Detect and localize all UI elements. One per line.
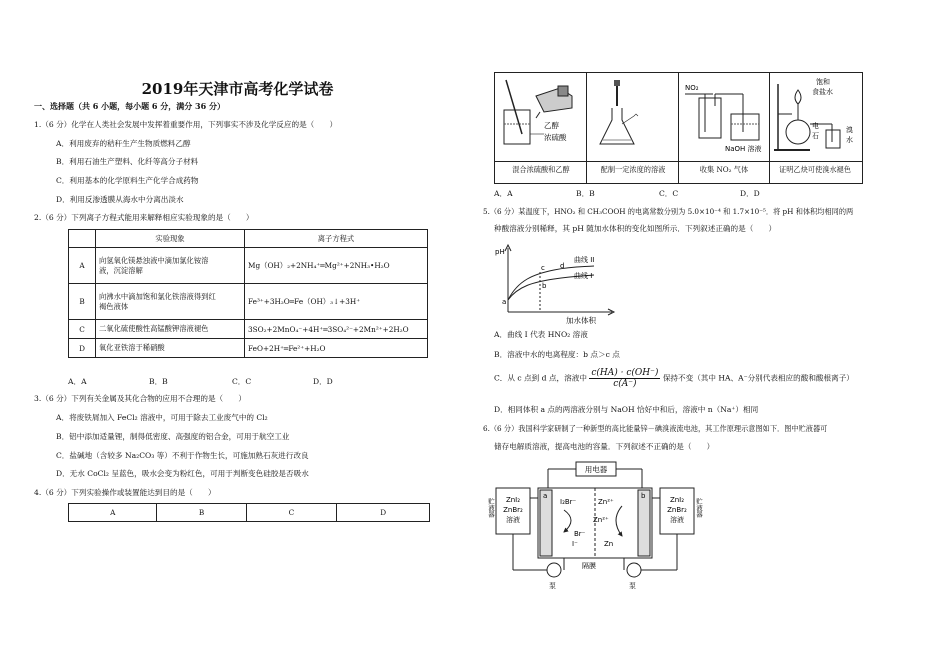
q1-stem: 1.（6 分）化学在人类社会发展中发挥着重要作用，下列事实不涉及化学反应的是（ ） (34, 120, 338, 129)
q2-equation: Mg（OH）₂+2NH₄⁺═Mg²⁺+2NH₃•H₂O (245, 248, 428, 284)
q3-option-d: D．无水 CoCl₂ 呈蓝色，吸水会变为粉红色，可用于判断变色硅胶是否吸水 (56, 469, 309, 478)
q2-header-blank (69, 230, 96, 248)
q2-phenomenon: 二氧化硫使酸性高锰酸钾溶液褪色 (96, 320, 245, 339)
section-heading: 一、选择题（共 6 小题，每小题 6 分，满分 36 分） (34, 101, 225, 111)
electrode-b-label: b (641, 492, 646, 500)
left-tank-line2: ZnBr₂ (503, 506, 523, 514)
left-tank-line1: ZnI₂ (505, 496, 521, 504)
q5-option-a: A．曲线 I 代表 HNO₂ 溶液 (494, 330, 588, 339)
q1-option-c: C．利用基本的化学原料生产化学合成药物 (56, 176, 199, 185)
right-tank-line1: ZnI₂ (669, 496, 685, 504)
point-d-label: d (560, 262, 565, 270)
gas-bottle (699, 98, 721, 138)
q2-option-b: B．B (149, 377, 168, 386)
label-br: Br⁻ (574, 530, 586, 538)
label-xiu: 溴 (846, 126, 853, 134)
naoh-beaker (731, 114, 759, 140)
label-i: I⁻ (572, 540, 578, 548)
curve-ii-label: 曲线 II (574, 256, 595, 264)
left-reservoir-label: 贮液器 (487, 498, 495, 518)
q2-phenomenon: 向沸水中滴加饱和氯化铁溶液得到红 褐色液体 (96, 284, 245, 320)
q2-row-label: D (69, 339, 96, 358)
q2-stem: 2.（6 分）下列离子方程式能用来解释相应实验现象的是（ ） (34, 213, 254, 222)
pump-left (547, 563, 561, 577)
left-tank-line3: 溶液 (506, 516, 520, 524)
q2-row-label: C (69, 320, 96, 339)
q2-header-phenomenon: 实验现象 (96, 230, 245, 248)
load-device-label: 用电器 (584, 465, 608, 474)
q2-phenomenon: 向氢氧化镁悬浊液中滴加氯化铵溶 液，沉淀溶解 (96, 248, 245, 284)
membrane-label: 隔膜 (582, 562, 596, 570)
page-title: 2019年天津市高考化学试卷 (141, 80, 334, 98)
q2-header-equation: 离子方程式 (245, 230, 428, 248)
q2-equation: FeO+2H⁺═Fe²⁺+H₂O (245, 339, 428, 358)
pump-right-label: 泵 (629, 582, 636, 590)
q5-stem-line1: 5.（6 分）某温度下，HNO₂ 和 CH₃COOH 的电离常数分别为 5.0×10⁻⁴ 和 1.7×10⁻⁵．将 pH 和体积均相同的两 (483, 207, 854, 216)
q3-option-b: B．铝中添加适量锂，制得低密度、高强度的铝合金，可用于航空工业 (56, 432, 290, 441)
electrode-a-label: a (543, 492, 548, 500)
q5-fraction: $\frac{c(HA) \cdot c(OH^-)}{c(A^-)}$ (591, 368, 659, 389)
q2-table (68, 229, 428, 358)
q2-row-d (69, 339, 428, 358)
q2-option-d: D．D (313, 377, 333, 386)
q4-header-c: C (246, 504, 337, 522)
bromine-tube (826, 130, 840, 148)
q2-equation: Fe³⁺+3H₂O═Fe（OH）₃↓+3H⁺ (245, 284, 428, 320)
label-zn2-mid: Zn²⁺ (593, 516, 609, 524)
figure-b-volumetric-flask (588, 74, 678, 159)
x-axis-label: 加水体积 (566, 316, 596, 325)
point-c-label: c (541, 264, 545, 272)
q5-option-b: B．溶液中水的电离程度：b 点＞c 点 (494, 350, 620, 359)
q2-equation: 3SO₂+2MnO₄⁻+4H⁺═3SO₄²⁻+2Mn²⁺+2H₂O (245, 320, 428, 339)
q4-option-c: C．C (659, 189, 679, 198)
q4-caption-a: 混合浓硫酸和乙醇 (512, 165, 570, 174)
q4-header-a: A (69, 504, 157, 522)
label-ethanol: 乙醇 (544, 121, 559, 130)
right-tank-line3: 溶液 (670, 516, 684, 524)
q6-stem-line2: 储存电解质溶液，提高电池的容量．下列叙述不正确的是（ ） (494, 442, 715, 451)
q2-phenomenon: 氧化亚铁溶于稀硝酸 (96, 339, 245, 358)
label-shi: 石 (812, 132, 819, 140)
q2-row-b (69, 284, 428, 320)
label-no2: NO₂ (685, 84, 699, 92)
label-saturated: 饱和 (816, 78, 830, 86)
q4-caption-d: 证明乙炔可使溴水褪色 (779, 165, 851, 174)
q4-caption-b: 配制一定浓度的溶液 (600, 165, 666, 174)
label-naoh-solution: NaOH 溶液 (725, 145, 762, 153)
figure-a-mixing (496, 74, 584, 159)
q2-row-label: A (69, 248, 96, 284)
figure-d-acetylene (770, 74, 860, 159)
q1-option-b: B．利用石油生产塑料、化纤等高分子材料 (56, 157, 199, 166)
q3-option-a: A．将废铁屑加入 FeCl₂ 溶液中，可用于除去工业废气中的 Cl₂ (56, 413, 268, 422)
point-a-label: a (502, 298, 507, 306)
label-conc-sulfuric: 浓硫酸 (544, 133, 567, 142)
q2-option-c: C．C (232, 377, 252, 386)
pump-left-label: 泵 (549, 582, 556, 590)
q5-ph-graph (494, 242, 619, 327)
q4-stem: 4.（6 分）下列实验操作或装置能达到目的是（ ） (34, 488, 216, 497)
label-zn2-top: Zn²⁺ (598, 498, 614, 506)
right-reservoir-label: 贮液器 (695, 498, 703, 518)
q4-caption-c: 收集 NO₂ 气体 (699, 165, 749, 174)
q4-option-d: D．D (740, 189, 760, 198)
q6-battery-diagram (487, 458, 704, 593)
volumetric-flask (600, 108, 634, 144)
label-i2br: I₂Br⁻ (560, 498, 577, 506)
label-shui: 水 (846, 136, 853, 144)
q2-option-a: A．A (68, 377, 87, 386)
q5-stem-line2: 种酸溶液分别稀释，其 pH 随加水体积的变化如图所示．下列叙述正确的是（ ） (494, 224, 777, 233)
q3-stem: 3.（6 分）下列有关金属及其化合物的应用不合理的是（ ） (34, 394, 246, 403)
y-axis-label: pH (495, 248, 505, 256)
q1-option-d: D．利用反渗透膜从海水中分离出淡水 (56, 195, 184, 204)
label-dian: 电 (812, 122, 819, 130)
point-b-label: b (542, 282, 547, 290)
q2-row-a (69, 248, 428, 284)
round-flask (786, 120, 810, 144)
pump-right (627, 563, 641, 577)
q3-option-c: C．盐碱地（含较多 Na₂CO₃ 等）不利于作物生长，可施加熟石灰进行改良 (56, 451, 309, 460)
label-brine: 食盐水 (812, 88, 833, 96)
figure-c-no2-collection (679, 74, 770, 159)
q2-row-label: B (69, 284, 96, 320)
curve-i-label: 曲线 I (574, 272, 593, 280)
q5-option-d: D．相同体积 a 点的两溶液分别与 NaOH 恰好中和后，溶液中 n（Na⁺）相同 (494, 405, 759, 414)
right-tank-line2: ZnBr₂ (667, 506, 687, 514)
q5-option-c: C．从 c 点到 d 点，溶液中 $\frac{c(HA) \cdot c(OH^-)}{c(A^-)}$ 保持不变（其中 HA、A⁻分别代表相应的酸和酸根离子） (494, 368, 854, 389)
q4-option-a: A．A (494, 189, 513, 198)
glass-rod (506, 80, 522, 134)
q4-header-d: D (337, 504, 430, 522)
label-zn: Zn (604, 540, 614, 548)
q4-options-table (68, 503, 430, 522)
q2-row-c (69, 320, 428, 339)
q1-option-a: A．利用废弃的秸秆生产生物质燃料乙醇 (56, 139, 191, 148)
separatory-funnel (795, 90, 801, 104)
q4-header-b: B (157, 504, 246, 522)
q4-option-b: B．B (576, 189, 595, 198)
q6-stem-line1: 6.（6 分）我国科学家研制了一种新型的高比能量锌－碘溴液流电池，其工作原理示意图如下．图中贮液器可 (483, 424, 828, 433)
